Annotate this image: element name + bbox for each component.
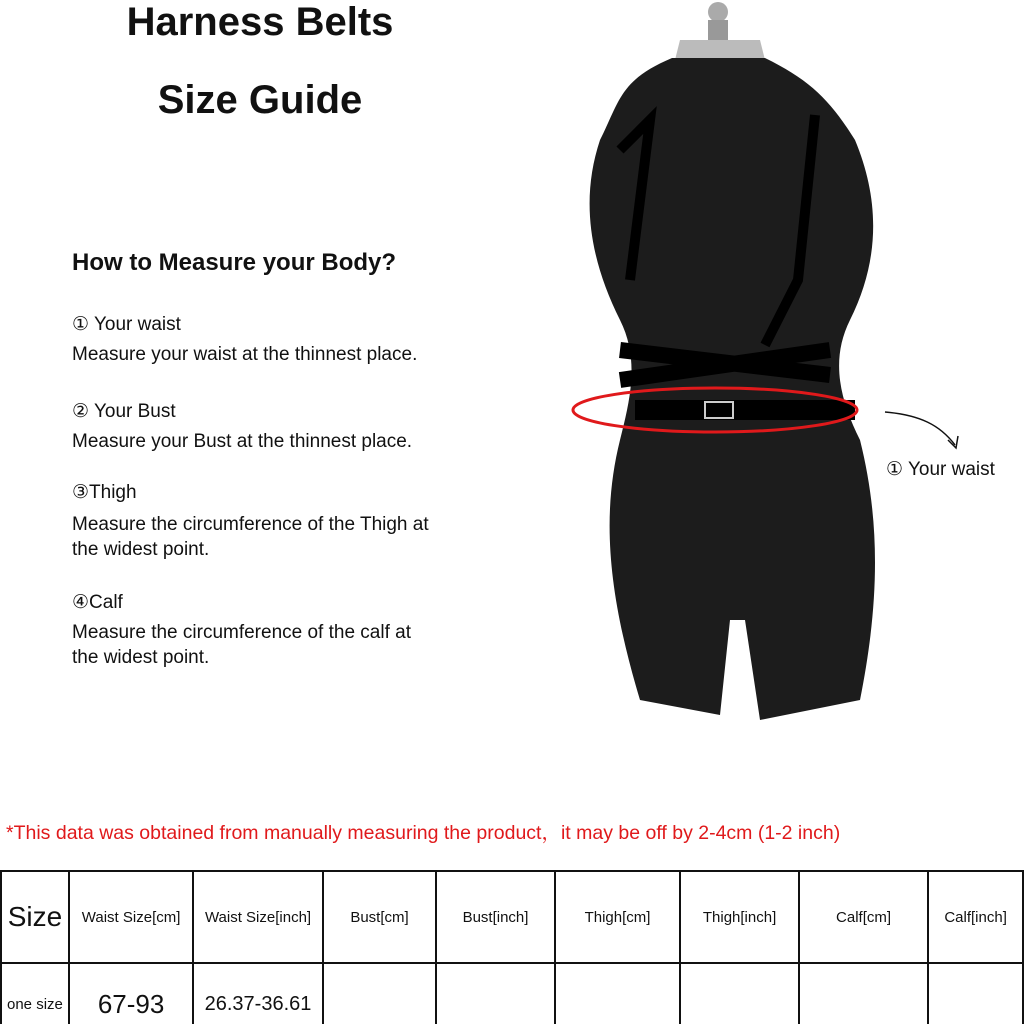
step-title: ① Your waist (72, 314, 181, 335)
step-calf (72, 590, 442, 670)
how-to-heading: How to Measure your Body? (72, 249, 397, 276)
step-desc: Measure the circumference of the calf at the widest point. (72, 622, 411, 668)
step-desc: Measure your waist at the thinnest place. (72, 344, 418, 365)
waist-belt (635, 400, 855, 420)
cell (680, 963, 799, 1024)
header-cell: Waist Size[cm] (69, 871, 193, 963)
header-cell: Calf[cm] (799, 871, 928, 963)
header-cell: Thigh[cm] (555, 871, 680, 963)
header-cell: Bust[cm] (323, 871, 437, 963)
cell: 26.37-36.61 (193, 963, 322, 1024)
header-cell: Bust[inch] (436, 871, 555, 963)
cell (323, 963, 437, 1024)
step-waist (72, 312, 492, 368)
cell (799, 963, 928, 1024)
step-title: ② Your Bust (72, 401, 176, 422)
step-bust (72, 399, 492, 455)
title-line-2: Size Guide (157, 78, 363, 122)
header-cell: Size (1, 871, 69, 963)
waist-callout-label: ① Your waist (886, 459, 995, 480)
size-table (0, 870, 1024, 1024)
arrow-icon (885, 412, 955, 445)
cell (928, 963, 1023, 1024)
header-cell: Thigh[inch] (680, 871, 799, 963)
title-line-1: Harness Belts (126, 0, 394, 44)
step-desc: Measure the circumference of the Thigh at the widest point. (72, 514, 429, 560)
step-title: ③Thigh (72, 482, 137, 503)
step-title: ④Calf (72, 592, 123, 613)
header-cell: Calf[inch] (928, 871, 1023, 963)
cell: 67-93 (69, 963, 193, 1024)
table-header-row (1, 871, 1023, 963)
step-desc: Measure your Bust at the thinnest place. (72, 431, 413, 452)
mannequin-with-harness-image (560, 0, 1024, 740)
measurement-disclaimer: *This data was obtained from manually measuring the product，it may be off by 2-4cm (1-2 inch) (6, 822, 841, 844)
table-row (1, 963, 1023, 1024)
cell (436, 963, 555, 1024)
step-thigh (72, 480, 457, 562)
header-cell: Waist Size[inch] (193, 871, 322, 963)
mannequin-finial (708, 2, 728, 22)
cell (555, 963, 680, 1024)
cell: one size (1, 963, 69, 1024)
